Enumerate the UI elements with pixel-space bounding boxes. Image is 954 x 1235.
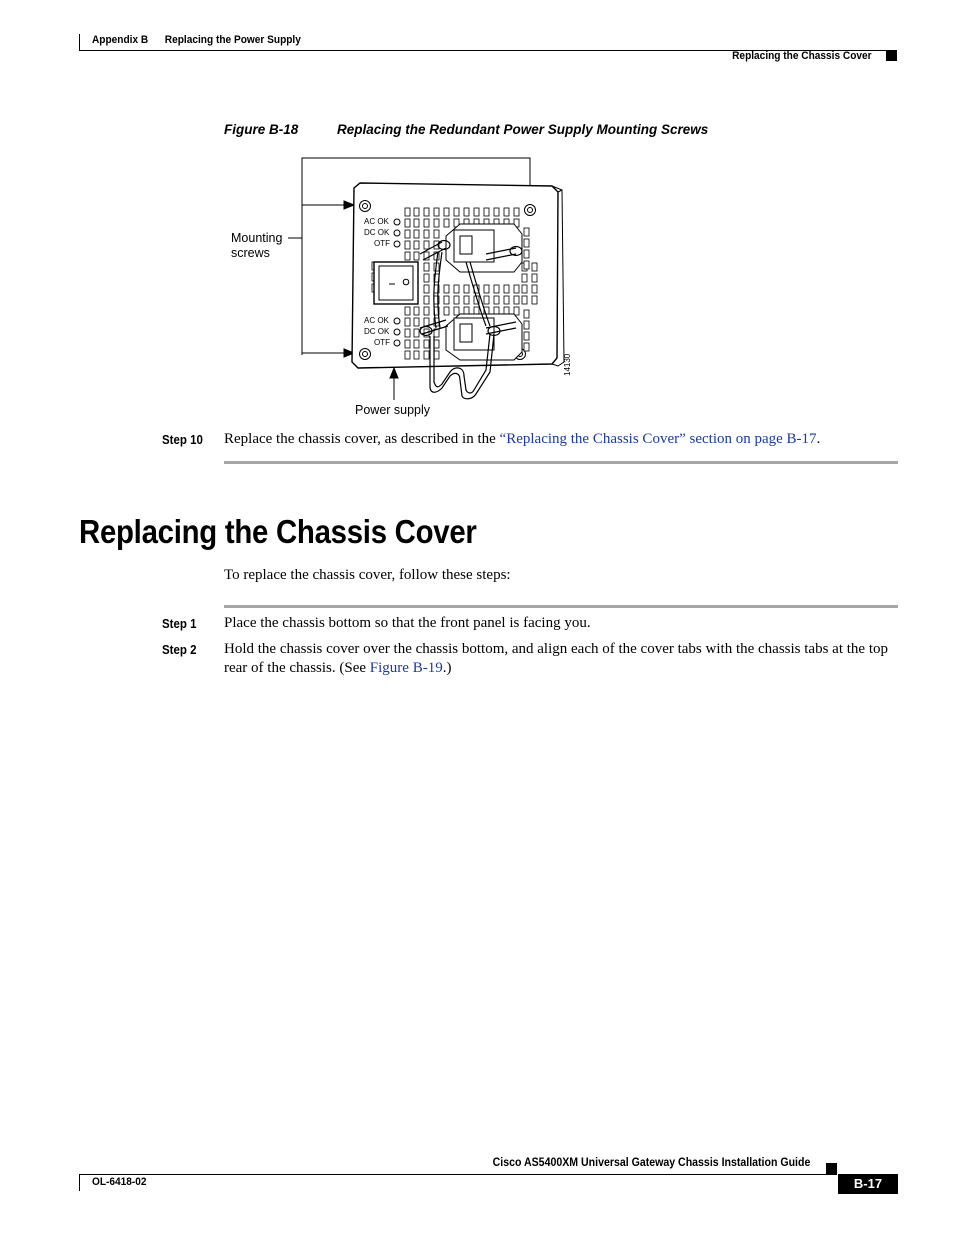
vent-slot (524, 250, 529, 258)
callout-mounting-line1: Mounting (231, 231, 283, 245)
figure-id: 14130 (563, 353, 572, 376)
step-1-text: Place the chassis bottom so that the front panel is facing you. (224, 615, 591, 631)
vent-slot (532, 285, 537, 293)
procedure-end-rule (224, 461, 898, 464)
chapter-title: Replacing the Power Supply (164, 34, 301, 46)
vent-slot (494, 296, 499, 304)
vent-slot (444, 285, 449, 293)
figure-caption (224, 122, 708, 137)
vent-slot (524, 239, 529, 247)
vent-slot (522, 274, 527, 282)
step-10-text (224, 430, 900, 449)
leds-lower (394, 318, 400, 346)
vent-slot (532, 263, 537, 271)
vent-slot (414, 329, 419, 337)
vent-slot (444, 219, 449, 227)
vent-slot (424, 285, 429, 293)
vent-slot (414, 252, 419, 260)
vent-slot (424, 263, 429, 271)
led-otf-lower: OTF (374, 338, 390, 347)
vent-slot (405, 241, 410, 249)
vent-slot (464, 296, 469, 304)
vent-slot (405, 340, 410, 348)
vent-slot (405, 307, 410, 315)
vent-slot (522, 296, 527, 304)
vent-slot (484, 208, 489, 216)
vent-slot (524, 310, 529, 318)
vent-slot (405, 219, 410, 227)
vent-slot (424, 296, 429, 304)
vent-slot (434, 208, 439, 216)
vent-slot (414, 351, 419, 359)
vent-slot (414, 307, 419, 315)
leds-upper (394, 219, 400, 247)
header-tick (79, 34, 80, 51)
vent-slot (524, 261, 529, 269)
vent-slot (414, 318, 419, 326)
vent-slot (434, 219, 439, 227)
vent-slot (474, 208, 479, 216)
running-header-left (92, 34, 301, 46)
vent-slot (405, 230, 410, 238)
vent-slot (424, 351, 429, 359)
led-dc-ok: DC OK (364, 228, 390, 237)
led-ac-ok: AC OK (364, 217, 389, 226)
vent-slot (424, 307, 429, 315)
page-number: B-17 (838, 1174, 898, 1194)
footer-marker (826, 1163, 837, 1174)
vent-slot (464, 285, 469, 293)
procedure-start-rule (224, 605, 898, 608)
vent-slot (484, 285, 489, 293)
vent-slot (434, 351, 439, 359)
vent-slot (524, 343, 529, 351)
running-header-section: Replacing the Chassis Cover (732, 50, 872, 62)
led-dc-ok-lower: DC OK (364, 327, 390, 336)
led-ac-ok-lower: AC OK (364, 316, 389, 325)
step-2-link[interactable]: Figure B-19 (369, 660, 443, 676)
vent-slot (405, 252, 410, 260)
section-intro: To replace the chassis cover, follow these steps: (224, 567, 511, 583)
vent-slot (405, 329, 410, 337)
vent-slot (484, 296, 489, 304)
vent-slot (514, 285, 519, 293)
vent-slot (524, 321, 529, 329)
step-10-text-after: . (816, 431, 821, 447)
vent-slot (524, 332, 529, 340)
header-marker (886, 50, 897, 61)
vent-slot (454, 307, 459, 315)
vent-slot (414, 241, 419, 249)
vent-slot (434, 340, 439, 348)
vent-slot (444, 296, 449, 304)
figure-number: Figure B-18 (224, 122, 299, 137)
footer-guide-title: Cisco AS5400XM Universal Gateway Chassis Installation Guide (492, 1157, 810, 1169)
vent-slot (444, 307, 449, 315)
footer-rule (79, 1174, 837, 1175)
vent-slot (424, 230, 429, 238)
vent-slot (424, 274, 429, 282)
power-switch (374, 262, 418, 304)
vent-slot (414, 340, 419, 348)
vent-slot (424, 208, 429, 216)
step-10-label: Step 10 (162, 433, 203, 447)
appendix-label: Appendix B (92, 34, 149, 46)
vent-slot (464, 208, 469, 216)
vent-slot (524, 228, 529, 236)
section-title: Replacing the Chassis Cover (79, 513, 477, 550)
vent-slot (405, 208, 410, 216)
step-1-label: Step 1 (162, 617, 197, 631)
step-10-link[interactable]: “Replacing the Chassis Cover” section on page B-17 (499, 431, 817, 447)
vent-slot (504, 296, 509, 304)
vent-slot (514, 307, 519, 315)
vent-slot (405, 318, 410, 326)
vent-slot (504, 208, 509, 216)
vent-slot (414, 230, 419, 238)
vent-slot (454, 208, 459, 216)
footer-doc-number: OL-6418-02 (92, 1176, 147, 1188)
step-2-text (224, 640, 900, 678)
figure-title: Replacing the Redundant Power Supply Mounting Screws (337, 122, 709, 137)
vent-slot (424, 340, 429, 348)
vent-slot (444, 208, 449, 216)
vent-slot (532, 274, 537, 282)
vent-slot (414, 208, 419, 216)
vent-slot (494, 208, 499, 216)
vent-slot (434, 230, 439, 238)
vent-slot (514, 208, 519, 216)
vent-slot (424, 219, 429, 227)
vent-slot (514, 296, 519, 304)
footer-tick (79, 1174, 80, 1191)
step-2-text-after: .) (442, 660, 452, 676)
vent-slot (454, 285, 459, 293)
vent-slot (405, 351, 410, 359)
vent-slot (414, 219, 419, 227)
vent-slot (504, 285, 509, 293)
step-2-label: Step 2 (162, 643, 197, 657)
vent-slot (424, 241, 429, 249)
step-10-text-before: Replace the chassis cover, as described in the (224, 431, 500, 447)
callout-mounting-line2: screws (231, 246, 270, 260)
step-2-text-before: Hold the chassis cover over the chassis bottom, and align each of the cover tabs with the chassis tabs at the top rear of the chassis. (See (224, 641, 888, 676)
vent-slot (532, 296, 537, 304)
vent-slot (454, 296, 459, 304)
vent-slot (424, 318, 429, 326)
power-supply-illustration (224, 150, 604, 425)
callout-power-supply: Power supply (355, 403, 431, 417)
led-otf: OTF (374, 239, 390, 248)
vent-slot (494, 285, 499, 293)
vent-slot (522, 285, 527, 293)
